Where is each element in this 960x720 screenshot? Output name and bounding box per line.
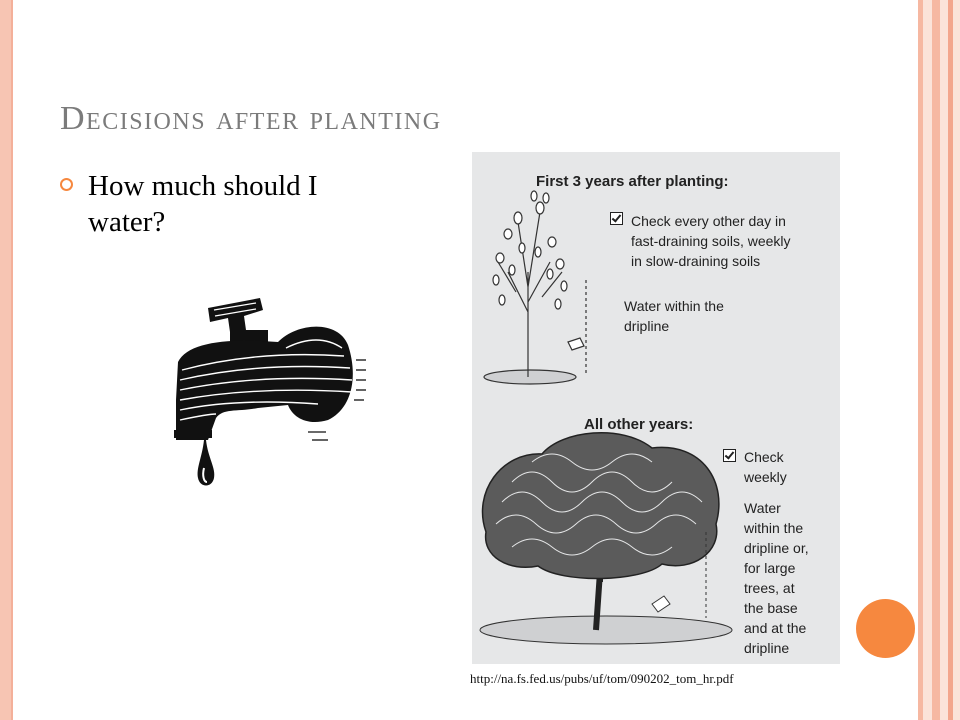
- text-line: Water within the: [624, 298, 724, 314]
- text-line: within the: [744, 520, 804, 536]
- text-line: in slow-draining soils: [631, 253, 761, 269]
- diagram-heading-other: All other years:: [584, 416, 694, 433]
- checkbox-icon: [610, 212, 623, 225]
- mature-tree-icon: [480, 433, 732, 644]
- frame-stripe: [948, 0, 953, 720]
- bullet-text: How much should I water?: [88, 170, 318, 238]
- text-line: fast-draining soils, weekly: [631, 233, 791, 249]
- text-line: dripline: [744, 640, 790, 656]
- text-line: dripline: [624, 318, 670, 334]
- first-water-text: [624, 296, 724, 336]
- text-line: for large: [744, 560, 796, 576]
- frame-stripe: [932, 0, 940, 720]
- frame-stripe: [918, 0, 923, 720]
- other-check-text: [744, 447, 787, 487]
- faucet-icon: [168, 290, 368, 495]
- slide-frame-left-line: [11, 0, 13, 720]
- source-link[interactable]: http://na.fs.fed.us/pubs/uf/tom/090202_tom_hr.pdf: [470, 671, 734, 686]
- diagram-heading-first: First 3 years after planting:: [536, 173, 729, 190]
- young-tree-icon: [484, 191, 586, 384]
- first-check-text: [631, 211, 791, 271]
- checkbox-icon: [723, 449, 736, 462]
- text-line: the base: [744, 600, 798, 616]
- text-line: Check: [744, 449, 784, 465]
- text-line: dripline or,: [744, 540, 809, 556]
- bullet-icon: [60, 178, 73, 191]
- text-line: and at the: [744, 620, 807, 636]
- other-water-text: [744, 498, 809, 658]
- decorative-circle: [856, 599, 915, 658]
- text-line: Check every other day in: [631, 213, 786, 229]
- slide-frame-right: [918, 0, 960, 720]
- text-line: weekly: [744, 469, 787, 485]
- slide-frame-left: [0, 0, 11, 720]
- slide-title: Decisions after planting: [60, 100, 442, 137]
- text-line: Water: [744, 500, 781, 516]
- watering-diagram: [472, 152, 840, 664]
- text-line: trees, at: [744, 580, 795, 596]
